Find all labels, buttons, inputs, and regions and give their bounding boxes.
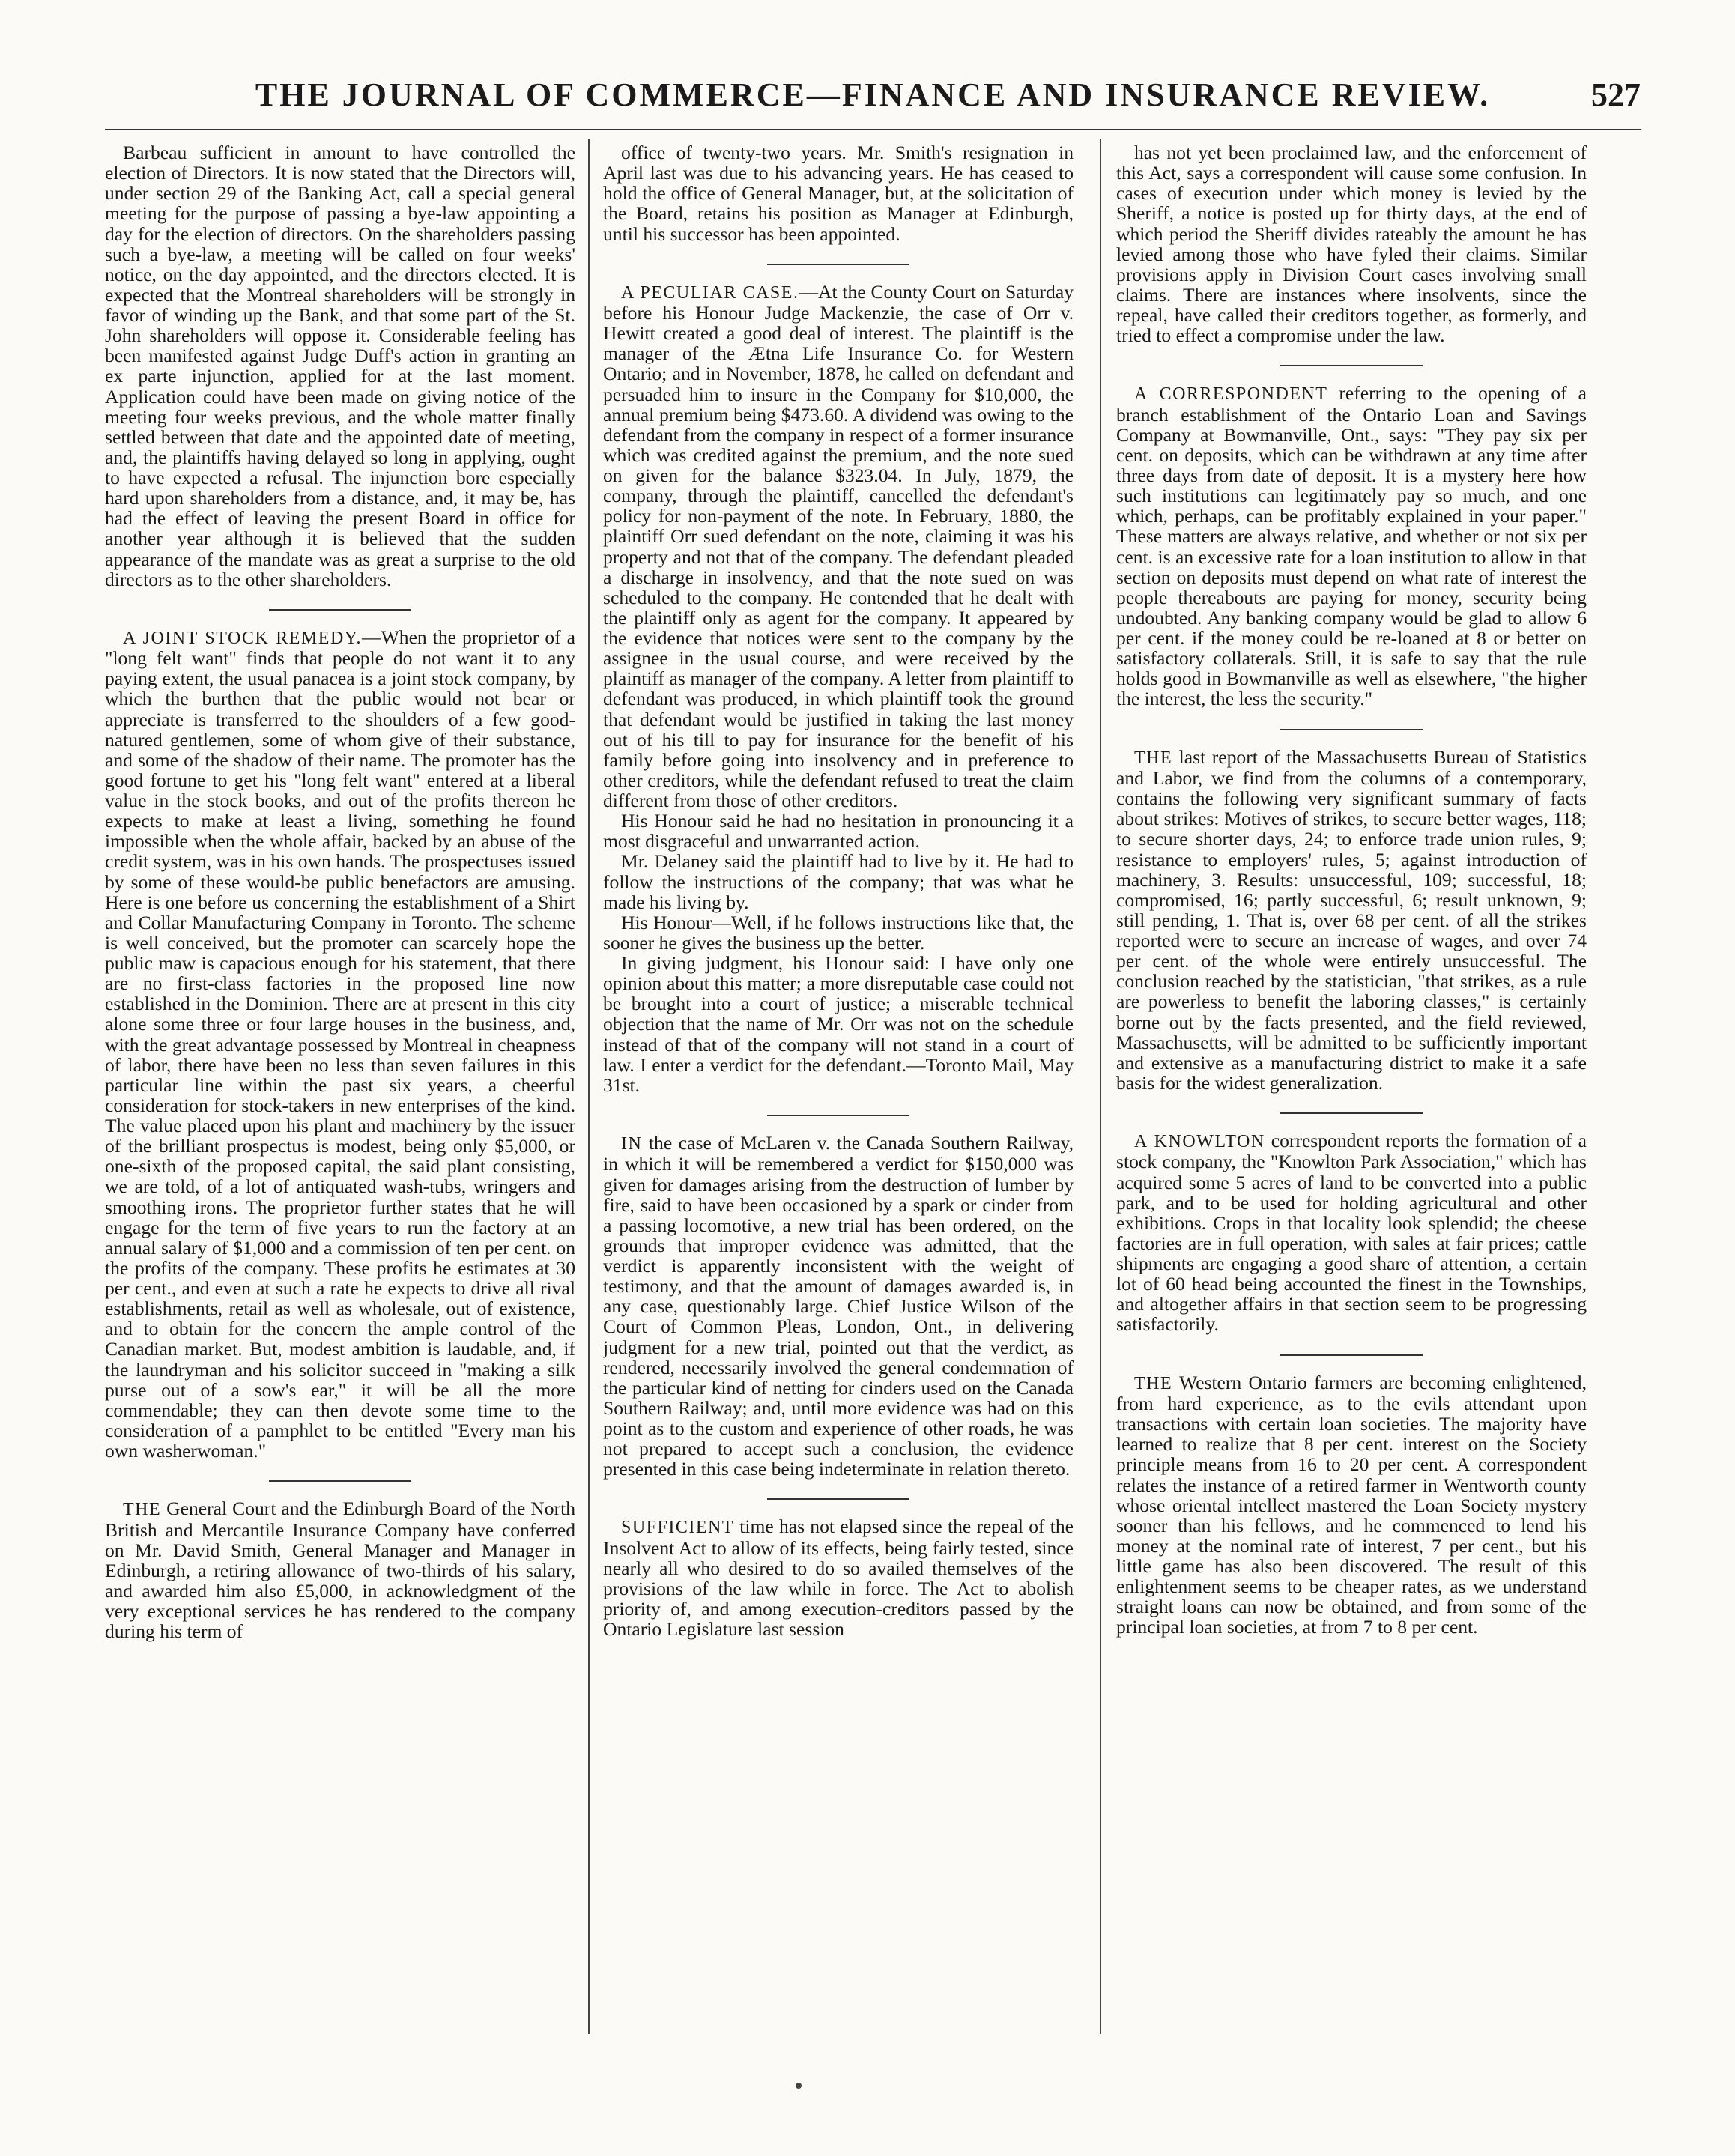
article xyxy=(1116,1372,1587,1638)
article xyxy=(603,1133,1074,1479)
article-lead: A KNOWLTON xyxy=(1134,1132,1265,1151)
article-paragraph xyxy=(603,1133,1074,1479)
article xyxy=(105,627,575,1461)
article-text: last report of the Massachusetts Bureau of Statistics and Labor, we find from the columns of a contemporary, contains the following very significant summary of facts about strikes: Motives of strikes, to secure better wages, 118; to secure shorter days, 24; to enforce trade union rules, 9; resistance to employers' rules, 5; against introduction of machinery, 3. Results: unsuccessful, 109; successful, 18; compromised, 16; partly successful, 6; result unknown, 9; still pending, 1. That is, over 68 per cent. of all the strikes reported were to secure an increase of wages, and over 74 per cent. of the whole were entirely unsuccessful. The conclusion reached by the statistician, "that strikes, as a rule are powerless to benefit the laboring classes," is certainly borne out by the facts presented, and the field reviewed, Massachusetts, will be admitted to be sufficiently important and extensive as a manufacturing district to make it a safe basis for the widest generalization. xyxy=(1116,745,1587,1094)
article-text: —When the proprietor of a "long felt want" finds that people do not want it to any paying extent, the usual panacea is a joint stock company, by which the burthen that the public would not bear or appreciate is transferred to the shoulders of a few good-natured gentlemen, some of whom give of their substance, and some of the shadow of their name. The promoter has the good fortune to get his "long felt want" entered at a liberal value in the stock books, and out of the profits thereon he expects to make at least a living, something he found impossible when the whole affair, backed by an abuse of the credit system, was in his own hands. The prospectuses issued by some of these would-be public benefactors are amusing. Here is one before us concerning the establishment of a Shirt and Collar Manufacturing Company in Toronto. The scheme is well conceived, but the promoter can scarcely hope the public maw is capacious enough for his statement, that there are no first-class factories in the proposed line now established in the Dominion. There are at present in this city alone some three or four large houses in the business, and, with the great advantage possessed by Montreal in cheapness of labor, there have been no less than seven failures in this particular line within the past six years, a cheerful consideration for stock-takers in new enterprises of the kind. The value placed upon his plant and machinery by the issuer of the brilliant prospectus is modest, being only $5,000, or one-sixth of the proposed capital, the said plant consisting, we are told, of a lot of antiquated wash-tubs, wringers and smoothing irons. The proprietor further states that he will engage for the term of five years to run the factory at an annual salary of $1,000 and a commission of ten per cent. on the profits of the company. These profits he estimates at 30 per cent., and even at such a rate he expects to drive all rival establishments, retail as well as wholesale, out of existence, and to obtain for the concern the ample control of the Canadian market. But, modest ambition is laudable, and, if the laundryman and his solicitor succeed in "making a silk purse out of a sow's ear," it will be all the more commendable; they can then devote some time to the consideration of a pamphlet to be entitled "Every man his own washerwoman." xyxy=(105,626,575,1462)
article-text: Western Ontario farmers are becoming enlightened, from hard experience, as to the evils attendant upon transactions with certain loan societies. The majority have learned to realize that 8 per cent. interest on the Society principle means from 16 to 20 per cent. A correspondent relates the instance of a retired farmer in Wentworth county whose oriental intellect mastered the Loan Society mystery sooner than his fellows, and he commenced to lend his money at the nominal rate of interest, 7 per cent., but his little game has also been discovered. The result of this enlightenment seems to be cheaper rates, as we understand straight loans can now be obtained, and from some of the principal loan societies, at from 7 to 8 per cent. xyxy=(1116,1371,1587,1638)
page-mark xyxy=(796,2083,802,2089)
journal-title: THE JOURNAL OF COMMERCE—FINANCE AND INSURANCE REVIEW. xyxy=(255,76,1491,113)
article-text: His Honour—Well, if he follows instructions like that, the sooner he gives the business up the better. xyxy=(603,911,1074,954)
article-text: Mr. Delaney said the plaintiff had to live by it. He had to follow the instructions of the company; that was what he made his living by. xyxy=(603,850,1074,913)
column-2 xyxy=(603,142,1074,2030)
article xyxy=(1116,747,1587,1093)
article-separator xyxy=(1280,1354,1423,1356)
article-separator xyxy=(1280,729,1423,730)
article-paragraph xyxy=(1116,383,1587,709)
article-text: correspondent reports the formation of a stock company, the "Knowlton Park Association," which has acquired some 5 acres of land to be converted into a public park, and to be used for holding agricultural and other exhibitions. Crops in that locality look splendid; the cheese factories are in full operation, with sales at fair prices; cattle shipments are engaging a good share of attention, a certain lot of 60 head being accounted the finest in the Townships, and altogether affairs in that section seem to be progressing satisfactorily. xyxy=(1116,1130,1587,1336)
article-text: General Court and the Edinburgh Board of the North British and Mercantile Insurance Company have conferred on Mr. David Smith, General Manager and Manager in Edinburgh, a retiring allowance of two-thirds of his salary, and awarded him also £5,000, in acknowledgment of the very exceptional services he has rendered to the company during his term of xyxy=(105,1498,575,1643)
article-separator xyxy=(269,1480,411,1482)
article-text: the case of McLaren v. the Canada Southern Railway, in which it will be remembered a verdict for $150,000 was given for damages arising from the destruction of lumber by fire, said to have been occasioned by a spark or cinder from a passing locomotive, a new trial has been ordered, on the grounds that improper evidence was admitted, that the verdict is apparently inconsistent with the weight of testimony, and that the amount of damages awarded is, in any case, questionably large. Chief Justice Wilson of the Court of Common Pleas, London, Ont., in delivering judgment for a new trial, pointed out that the verdict, as rendered, necessarily involved the general condemnation of the particular kind of netting for cinders used on the Canada Southern Railway; and, until more evidence was had on this point as to the custom and experience of other roads, he was not prepared to accept such a conclusion, the evidence presented in this case being indeterminate in relation thereto. xyxy=(603,1131,1074,1480)
article-paragraph xyxy=(603,1516,1074,1639)
article xyxy=(1116,1130,1587,1335)
column-rule xyxy=(588,139,590,2034)
article-separator xyxy=(1280,1112,1423,1114)
article-separator xyxy=(767,1498,909,1500)
article-paragraph xyxy=(603,811,1074,851)
article xyxy=(603,282,1074,1095)
article-text: His Honour said he had no hesitation in pronouncing it a most disgraceful and unwarranted action. xyxy=(603,810,1074,853)
article-lead: A JOINT STOCK REMEDY. xyxy=(123,628,363,648)
article-text: referring to the opening of a branch establishment of the Ontario Loan and Savings Company at Bowmanville, Ont., says: "They pay six per cent. on deposits, which can be withdrawn at any time after three days from date of deposit. It is a mystery here how such institutions can legitimately pay so much, and one which, perhaps, can be profitably explained in your paper." These matters are always relative, and whether or not six per cent. is an excessive rate for a loan institution to allow in that section on deposits must depend on what rate of interest the people thereabouts are paying for money, security being undoubted. Any banking company would be glad to allow 6 per cent. if the money could be re-loaned at 8 or better on satisfactory collaterals. Still, it is safe to say that the rule holds good in Bowmanville as well as elsewhere, "the higher the interest, the less the security." xyxy=(1116,382,1587,710)
article xyxy=(105,142,575,590)
article-lead: THE xyxy=(1134,1373,1173,1393)
article xyxy=(105,1498,575,1641)
article-paragraph xyxy=(1116,142,1587,345)
page-number: 527 xyxy=(1591,76,1641,113)
article xyxy=(1116,383,1587,709)
article-text: In giving judgment, his Honour said: I have only one opinion about this matter; a more disreputable case could not be brought into a court of justice; a miserable technical objection that the name of Mr. Orr was not on the schedule instead of that of the company will not stand in a court of law. I enter a verdict for the defendant.—Toronto Mail, May 31st. xyxy=(603,952,1074,1096)
article-text: office of twenty-two years. Mr. Smith's resignation in April last was due to his advancing years. He has ceased to hold the office of General Manager, but, at the solicitation of the Board, retains his position as Manager at Edinburgh, until his successor has been appointed. xyxy=(603,142,1074,245)
article-separator xyxy=(767,1115,909,1116)
article xyxy=(1116,142,1587,345)
article-separator xyxy=(269,609,411,611)
article-lead: A CORRESPONDENT xyxy=(1134,384,1328,405)
article-lead: A PECULIAR CASE. xyxy=(621,282,799,303)
article-lead: THE xyxy=(1134,748,1173,768)
article-lead: IN xyxy=(621,1133,643,1154)
article-paragraph xyxy=(1116,1372,1587,1638)
article-text: time has not elapsed since the repeal of the Insolvent Act to allow of its effects, being fairly tested, since nearly all who desired to do so availed themselves of the provisions of the law while in force. The Act to abolish priority of, and among execution-creditors passed by the Ontario Legislature last session xyxy=(603,1515,1074,1641)
article-paragraph xyxy=(603,953,1074,1095)
article-separator xyxy=(767,264,909,265)
column-rule xyxy=(1100,139,1101,2034)
article-paragraph xyxy=(105,1498,575,1641)
article xyxy=(603,1516,1074,1639)
article-paragraph xyxy=(603,142,1074,244)
article xyxy=(603,142,1074,244)
article-paragraph xyxy=(105,627,575,1461)
article-lead: THE xyxy=(123,1500,162,1520)
article-paragraph xyxy=(603,851,1074,912)
header-rule xyxy=(105,129,1641,130)
article-paragraph xyxy=(1116,1130,1587,1335)
article-text: has not yet been proclaimed law, and the enforcement of this Act, says a correspondent will cause some confusion. In cases of execution under which money is levied by the Sheriff, a notice is posted up for thirty days, at the end of which period the Sheriff divides rateably the amount he has levied among those who have fyled their claims. Similar provisions apply in Division Court cases involving small claims. There are instances where insolvents, since the repeal, have called their creditors together, as formerly, and tried to effect a compromise under the law. xyxy=(1116,142,1587,347)
article-text: Barbeau sufficient in amount to have controlled the election of Directors. It is now stated that the Directors will, under section 29 of the Banking Act, call a special general meeting for the purpose of passing a bye-law appointing a day for the election of directors. On the shareholders passing such a bye-law, a meeting will be called on four weeks' notice, on the day appointed, and the directors elected. It is expected that the Montreal shareholders will be strongly in favor of winding up the Bank, and that some part of the St. John shareholders will oppose it. Considerable feeling has been manifested against Judge Duff's action in granting an ex parte injunction, applied for at the last moment. Application could have been made on giving notice of the meeting four weeks previous, and the whole matter finally settled between that date and the appointed date of meeting, and, the plaintiffs having delayed so long in applying, ought to have expected a refusal. The injunction bore especially hard upon shareholders from a distance, and, it may be, has had the effect of leaving the present Board in office for another year although it is believed that the sudden appearance of the mandate was as great a surprise to the old directors as to the other shareholders. xyxy=(105,142,575,590)
article-paragraph xyxy=(603,912,1074,953)
article-separator xyxy=(1280,365,1423,366)
article-lead: SUFFICIENT xyxy=(621,1518,735,1538)
article-paragraph xyxy=(105,142,575,590)
page-header xyxy=(105,71,1641,124)
article-paragraph xyxy=(1116,747,1587,1093)
article-paragraph xyxy=(603,282,1074,811)
column-3 xyxy=(1116,142,1587,2030)
article-text: —At the County Court on Saturday before his Honour Judge Mackenzie, the case of Orr v. Hewitt created a good deal of interest. The plaintiff is the manager of the Ætna Life Insurance Co. for Western Ontario; and in November, 1878, he called on defendant and persuaded him to insure in the Company for $10,000, the annual premium being $473.60. A dividend was owing to the defendant from the company in respect of a former insurance which was credited against the premium, and the note sued on given for the balance $323.04. In July, 1879, the company, through the plaintiff, cancelled the defendant's policy for non-payment of the note. In February, 1880, the plaintiff Orr sued defendant on the note, claiming it was his property and not that of the company. The defendant pleaded a discharge in insolvency, and that the note sued on was scheduled to the company. He contended that he dealt with the plaintiff only as agent for the company. It appeared by the evidence that notices were sent to the company by the assignee in the usual course, and were received by the plaintiff as manager of the company. A letter from plaintiff to defendant was produced, in which plaintiff took the ground that defendant would be justified in taking the last money out of his till to pay for insurance for the benefit of his family before going into insolvency and in preference to other creditors, while the defendant refused to treat the claim different from those of other creditors. xyxy=(603,280,1074,812)
column-1 xyxy=(105,142,575,2030)
